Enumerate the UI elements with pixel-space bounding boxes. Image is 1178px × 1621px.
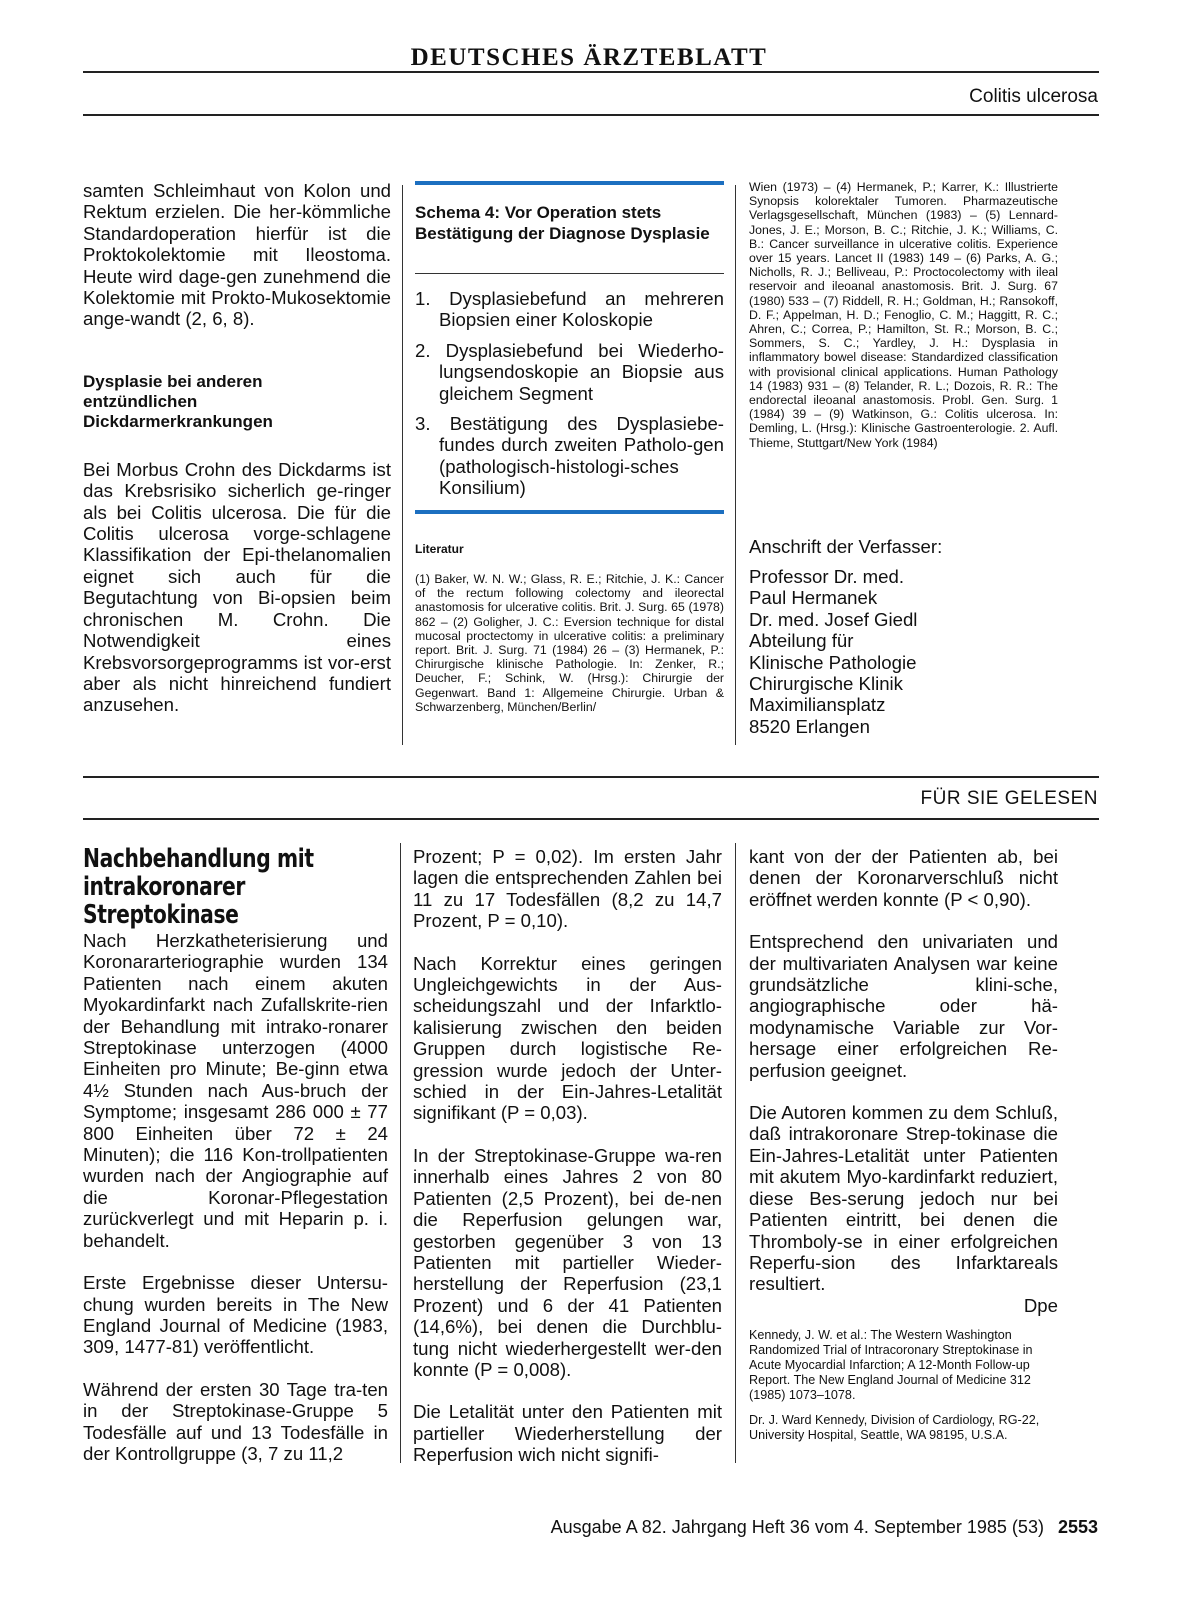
column-divider [400, 843, 401, 1463]
section-title: Colitis ulcerosa [969, 86, 1098, 107]
author-address [749, 566, 1058, 737]
top-col-1 [83, 180, 391, 737]
paragraph: Erste Ergebnisse dieser Untersu-chung wurden bereits in The New England Journal of Medicine (1983, 309, 1477-81) veröffentlicht. [83, 1272, 388, 1358]
paragraph: Nach Korrektur eines geringen Ungleichgewichts in der Aus-scheidungszahl und der Infarktlo-kalisierung zwischen den beiden Gruppen durch logistische Re-gression wurde jedoch der Unter-schied in der Ein-Jahres-Letalität signifikant (P = 0,03). [413, 952, 722, 1124]
section-rule [83, 114, 1099, 116]
list-item: 1. Dysplasiebefund an mehreren Biopsien einer Koloskopie [415, 288, 724, 331]
address-line: Maximiliansplatz [749, 694, 886, 716]
article-title: Nachbehandlung mit intrakoronarer Streptokinase [83, 844, 314, 930]
address-line: Dr. med. Josef Giedl [749, 608, 918, 630]
address-heading: Anschrift der Verfasser: [749, 536, 943, 557]
schema-top-rule [415, 181, 724, 185]
paragraph: samten Schleimhaut von Kolon und Rektum erzielen. Die her-kömmliche Standardoperation hierfür ist die Proktokolektomie mit Ileostoma. Heute wird dage-gen zunehmend die Kolektomie mit Prokto-Mukosektomie ange-wandt (2, 6, 8). [83, 180, 391, 330]
literature-heading: Literatur [415, 542, 464, 556]
address-line: 8520 Erlangen [749, 715, 870, 737]
address-line: Klinische Pathologie [749, 651, 917, 673]
column-divider [402, 185, 403, 745]
schema-divider [415, 273, 724, 274]
masthead-rule [83, 71, 1099, 73]
literature-text-2: Wien (1973) – (4) Hermanek, P.; Karrer, K.: Illustrierte Synopsis kolorektaler Tumoren. Pharmazeutische Verlagsgesellschaft, München (1983) – (5) Lennard-Jones, J. E.; Morson, B. C.; Ritchie, J. K.; Williams, C. B.: Cancer surveillance in ulcerative colitis. Experience over 15 years. Lancet II (1983) 149 – (6) Parks, A. G.; Nicholls, R. J.; Belliveau, P.: Proctocolectomy with ileal reservoir and ileoanal anastomosis. Brit. J. Surg. 67 (1980) 533 – (7) Riddell, R. H.; Goldman, H.; Ransokoff, D. F.; Appelman, H. D.; Fenoglio, C. M.; Haggitt, R. C.; Ahren, C.; Correa, P.; Hamilton, St. R.; Morson, B. C.; Sommers, S. C.; Yardley, J. H.: Dysplasia in inflammatory bowel disease: Standardized classification with provisional clinical applications. Human Pathology 14 (1983) 931 – (8) Telander, R. L.; Dozois, R. R.: The endorectal ileoanal anastomosis. Probl. Gen. Surg. 1 (1984) 39 – (9) Watkinson, G.: Colitis ulcerosa. In: Demling, L. (Hrsg.): Klinische Gastroenterologie. 2. Aufl. Thieme, Stuttgart/New York (1984) [749, 180, 1058, 450]
schema-list [415, 288, 724, 508]
page-number: 2553 [1057, 1517, 1098, 1537]
author-signoff: Dpe [1023, 1294, 1058, 1316]
address-line: Paul Hermanek [749, 587, 878, 609]
bottom-col-1 [83, 930, 388, 1485]
section-rule [83, 776, 1099, 778]
paragraph: Während der ersten 30 Tage tra-ten in der Streptokinase-Gruppe 5 Todesfälle auf und 13 Todesfälle in der Kontrollgruppe (3, 7 zu 11,2 [83, 1378, 388, 1464]
contact: Dr. J. Ward Kennedy, Division of Cardiology, RG-22, University Hospital, Seattle, WA 98195, U.S.A. [749, 1413, 1040, 1443]
issue-info: Ausgabe A 82. Jahrgang Heft 36 vom 4. September 1985 (53) [550, 1517, 1044, 1537]
paragraph: Prozent; P = 0,02). Im ersten Jahr lagen die entsprechenden Zahlen bei 11 zu 17 Todesfällen (8,2 zu 14,7 Prozent, P = 0,10). [413, 846, 722, 932]
bottom-col-2 [413, 846, 722, 1487]
masthead: DEUTSCHES ÄRZTEBLATT [410, 44, 768, 71]
paragraph: kant von der der Patienten ab, bei denen der Koronarverschluß nicht eröffnet werden konnte (P < 0,90). [749, 846, 1058, 910]
paragraph: Die Letalität unter den Patienten mit partieller Wiederherstellung der Reperfusion wich nicht signifi- [413, 1401, 722, 1466]
section-title-2: FÜR SIE GELESEN [920, 788, 1098, 809]
list-item: 2. Dysplasiebefund bei Wiederho-lungsendoskopie an Biopsie aus gleichem Segment [415, 339, 724, 404]
bottom-col-3 [749, 846, 1058, 1453]
paragraph: Nach Herzkatheterisierung und Koronararteriographie wurden 134 Patienten nach einem akuten Myokardinfarkt nach Zufallskrite-rien der Behandlung mit intrako-ronarer Streptokinase unterzogen (4000 Einheiten pro Minute; Be-ginn etwa 4½ Stunden nach Aus-bruch der Symptome; insgesamt 286 000 ± 77 800 Einheiten über 72 ± 24 Minuten); die 116 Kon-trollpatienten wurden nach der Angiographie auf die Koronar-Pflegestation zurückverlegt und mit Heparin p. i. behandelt. [83, 930, 388, 1251]
address-line: Chirurgische Klinik [749, 673, 903, 695]
column-divider [735, 843, 736, 1463]
column-divider [735, 185, 736, 745]
page-footer [551, 1517, 1098, 1538]
literature-text-1: (1) Baker, W. N. W.; Glass, R. E.; Ritchie, J. K.: Cancer of the rectum following colectomy and ileorectal anastomosis for ulcerative colitis. Brit. J. Surg. 65 (1978) 862 – (2) Goligher, J. C.: Eversion technique for distal mucosal proctectomy in ulcerative colitis: a preliminary report. Brit. J. Surg. 71 (1984) 26 – (3) Hermanek, P.: Chirurgische klinische Pathologie. In: Zenker, R.; Deucher, F.; Schink, W. (Hrsg.): Chirurgie der Gegenwart. Band 1: Allgemeine Chirurgie. Urban & Schwarzenberg, München/Berlin/ [415, 572, 724, 714]
paragraph: Entsprechend den univariaten und der multivariaten Analysen war keine grundsätzliche klini-sche, angiographische oder hä-modynamische Variable zur Vor-hersage einer erfolgreichen Re-perfusion geeignet. [749, 931, 1058, 1081]
paragraph: Die Autoren kommen zu dem Schluß, daß intrakoronare Strep-tokinase die Ein-Jahres-Letalität unter Patienten mit akutem Myo-kardinfarkt reduziert, diese Bes-serung jedoch nur bei Patienten eintritt, bei denen die Thromboly-se in einer erfolgreichen Reperfu-sion des Infarktareals resultiert. [749, 1102, 1058, 1295]
schema-bottom-rule [415, 510, 724, 514]
list-item: 3. Bestätigung des Dysplasiebe-fundes durch zweiten Patholo-gen (pathologisch-histologi-sches Konsilium) [415, 413, 724, 499]
schema-title: Schema 4: Vor Operation stets Bestätigung der Diagnose Dysplasie [415, 203, 710, 243]
paragraph: In der Streptokinase-Gruppe wa-ren innerhalb eines Jahres 2 von 80 Patienten (2,5 Prozent), bei de-nen die Reperfusion gelungen war, gestorben gegenüber 3 von 13 Patienten mit partieller Wieder-herstellung der Reperfusion (23,1 Prozent) und 6 der 41 Patienten (14,6%), bei denen die Durchblu-tung nicht wiederhergestellt wer-den konnte (P = 0,008). [413, 1144, 722, 1380]
section-rule [83, 818, 1099, 820]
reference: Kennedy, J. W. et al.: The Western Washington Randomized Trial of Intracoronary Streptokinase in Acute Myocardial Infarction; A 12-Month Follow-up Report. The New England Journal of Medicine 312 (1985) 1073–1078. [749, 1328, 1033, 1403]
address-line: Professor Dr. med. [749, 566, 904, 587]
address-line: Abteilung für [749, 630, 854, 652]
subheading: Dysplasie bei anderen entzündlichen Dickdarmerkrankungen [83, 371, 273, 431]
paragraph: Bei Morbus Crohn des Dickdarms ist das Krebsrisiko sicherlich ge-ringer als bei Colitis ulcerosa. Die für die Colitis ulcerosa vorge-schlagene Klassifikation der Epi-thelanomalien eignet sich auch für die Begutachtung von Bi-opsien beim chronischen M. Crohn. Die Notwendigkeit eines Krebsvorsorgeprogramms ist vor-erst aber als nicht hinreichend fundiert anzusehen. [83, 458, 391, 716]
